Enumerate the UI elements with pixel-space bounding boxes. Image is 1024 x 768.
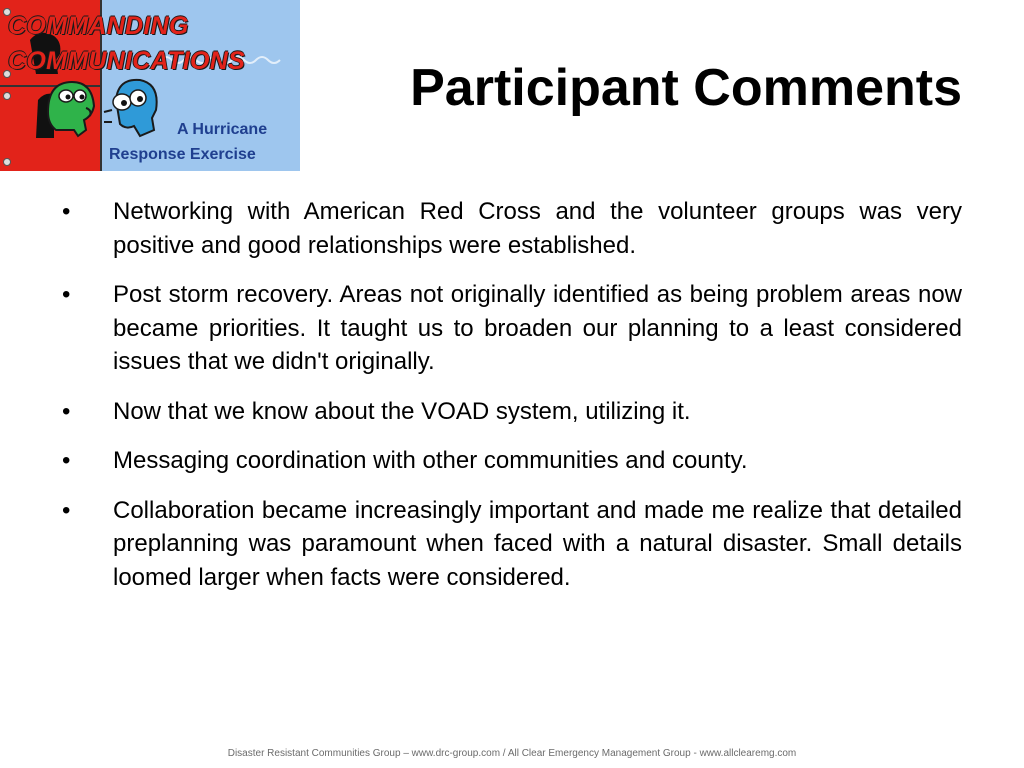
comments-list <box>62 195 962 610</box>
comment-text: Collaboration became increasingly important and made me realize that detailed preplanning was paramount when faced with a natural disaster. Small details loomed larger when facts were considered. <box>113 496 962 591</box>
blue-head-icon <box>104 80 157 136</box>
logo-subtitle-line2: Response Exercise <box>109 146 256 163</box>
comment-text: Now that we know about the VOAD system, utilizing it. <box>113 397 691 425</box>
comment-text: Messaging coordination with other communities and county. <box>113 447 748 474</box>
slide-title: Participant Comments <box>410 59 962 117</box>
comment-item <box>62 278 962 379</box>
bullet-icon: • <box>62 397 71 425</box>
comment-text: Networking with American Red Cross and the volunteer groups was very positive and good relationships were established. <box>113 198 962 259</box>
logo-title-line1: COMMANDING <box>8 12 189 40</box>
bullet-icon: • <box>62 496 71 524</box>
footer-credits: Disaster Resistant Communities Group – www.drc-group.com / All Clear Emergency Management Group - www.allclearemg.com <box>227 748 797 759</box>
comment-item <box>62 494 962 595</box>
comment-text: Post storm recovery. Areas not originally identified as being problem areas now became priorities. It taught us to broaden our planning to a least considered issues that we didn't originally. <box>113 281 962 375</box>
bullet-icon: • <box>62 281 71 308</box>
bullet-icon: • <box>62 447 71 474</box>
logo-subtitle-line1: A Hurricane <box>177 121 268 138</box>
green-head-icon <box>48 82 94 136</box>
logo-title-line2: COMMUNICATIONS <box>8 47 246 75</box>
comment-item <box>62 444 962 478</box>
comment-item <box>62 195 962 262</box>
bullet-icon: • <box>62 198 71 225</box>
commanding-communications-logo <box>0 0 300 171</box>
comment-item <box>62 395 962 429</box>
